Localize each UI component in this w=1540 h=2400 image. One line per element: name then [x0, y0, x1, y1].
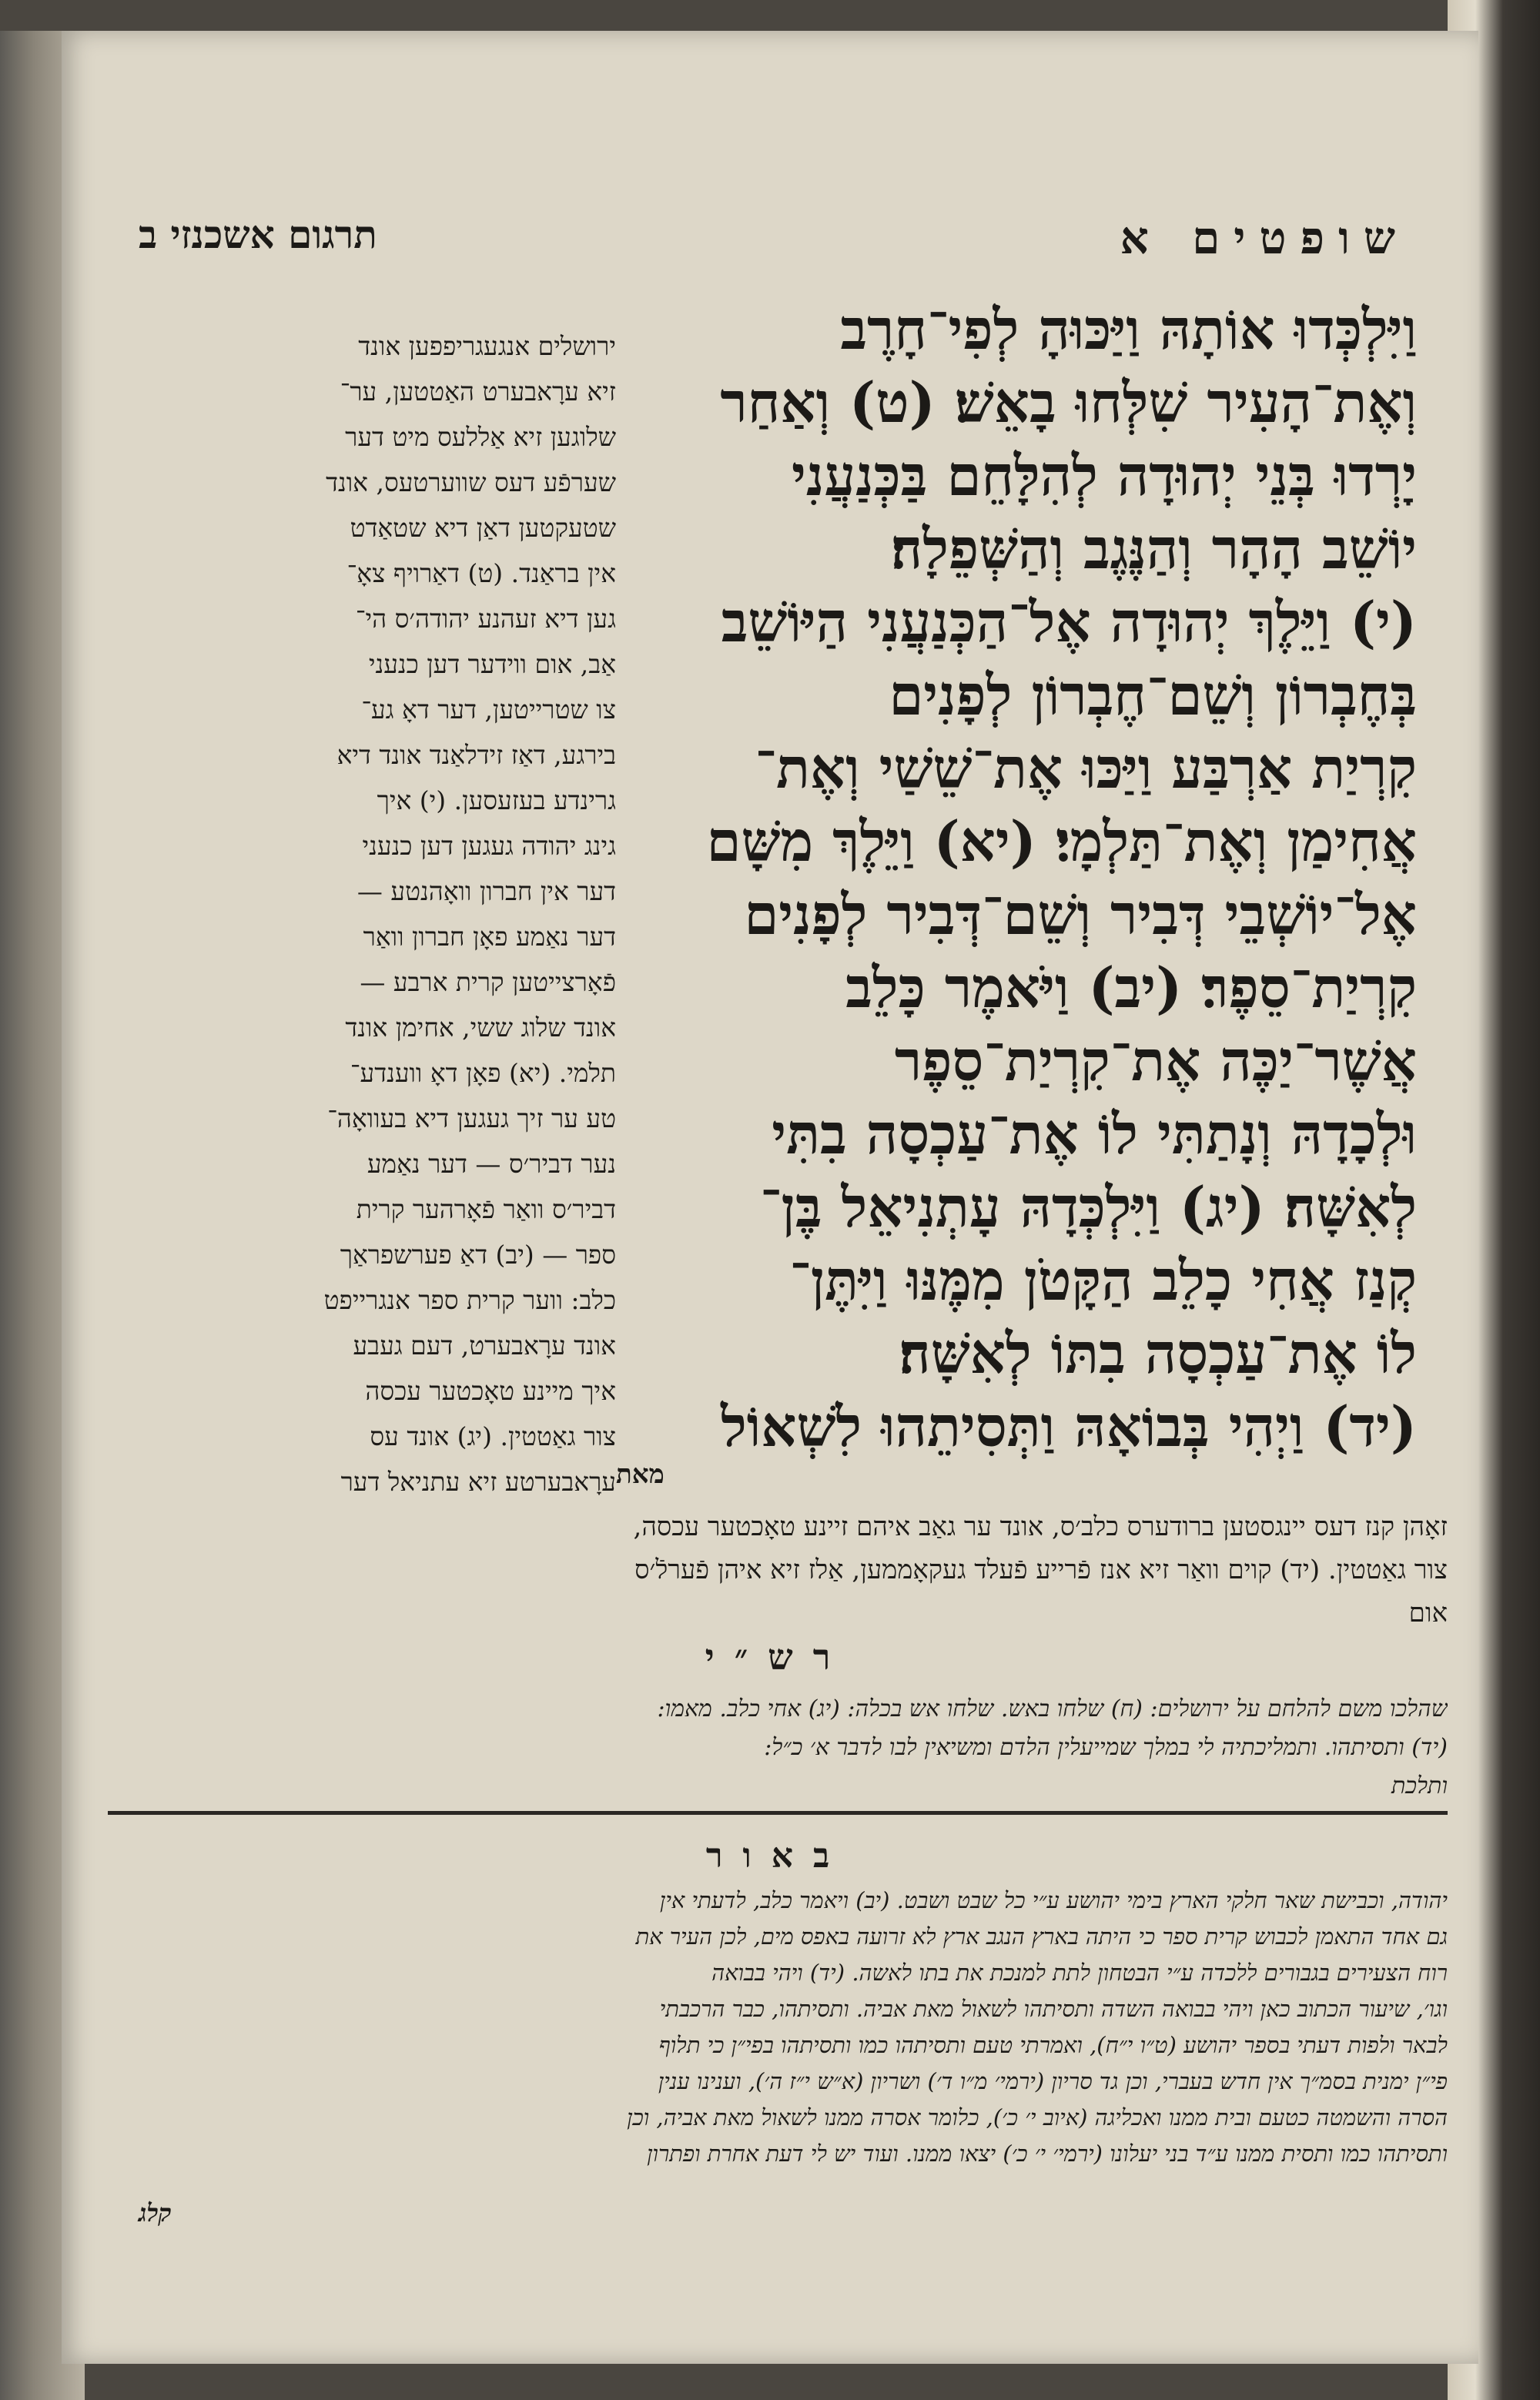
- targum-line: גינג יהודה געגען דען כנעני: [362, 831, 616, 861]
- targum-line: שטעקטען דאַן דיא שטאַדט: [350, 513, 616, 543]
- running-head: [108, 212, 1448, 281]
- text-line: אֲחִימַן וְאֶת־תַּלְמָי׃ (יא) וַיֵּלֶךְ מִשָּׁם: [706, 808, 1417, 874]
- targum-line: אַב, אום ווידער דען כנעני: [368, 649, 616, 679]
- biur-line: הסרה והשמטה כטעם ובית ממנו ואכליגה (איוב י׳ כ׳), כלומר אסרה ממנו לשאול מאת אביה, וכן: [627, 2104, 1448, 2131]
- rashi-line: שהלכו משם להלחם על ירושלים: (ח) שלחו באש. שלחו אש בכלה: (יג) אחי כלב. מאמו:: [657, 1695, 1448, 1722]
- targum-line: דביר׳ס וואַר פֿאָרהער קרית: [356, 1194, 616, 1224]
- targum-line: טע ער זיך געגען דיא בעוואָה־: [327, 1103, 616, 1133]
- rashi-heading: רש״י: [705, 1636, 851, 1678]
- main-hebrew-text: [639, 293, 1417, 1463]
- text-line: קְנַז אֲחִי כָלֵב הַקָּטֹן מִמֶּנּוּ וַיִּתֶּן־: [789, 1247, 1417, 1313]
- biur-commentary: [108, 1883, 1448, 2172]
- targum-line: צור גאַטטין. (יג) אונד עס: [370, 1421, 616, 1451]
- text-line: קִרְיַת אַרְבַּע וַיַּכּוּ אֶת־שֵׁשַׁי וְאֶת־: [755, 735, 1417, 801]
- biur-line: רוח הצעירים בגבורים ללכדה ע״י הבטחון לתת למנכת את בתו לאשה. (יד) ויהי בבואה: [711, 1960, 1448, 1986]
- biur-line: וגו׳, שיעור הכתוב כאן ויהי בבואה השדה ותסיתהו לשאול מאת אביה. ותסיתהו, כבר הרכבתי: [659, 1996, 1448, 2022]
- targum-line: פֿאָרצייטען קרית ארבע —: [360, 967, 616, 997]
- targum-line: זיא ערָאבערט האַטטען, ער־: [340, 377, 616, 407]
- biur-line: גם אחד התאמן לכבוש קרית ספר כי היתה בארץ הנגב ארץ לא זרועה באפס מים, לכן העיר את: [635, 1923, 1448, 1950]
- targum-continuation: [108, 1505, 1448, 1635]
- book-page: [62, 31, 1478, 2364]
- targum-line: תלמי. (יא) פאָן דאָ ווענדע־: [350, 1058, 616, 1088]
- rashi-line: (יד) ותסיתהו. ותמליכתיה לי במלך שמייעלין הלדם ומשיאין לבו לדבר א׳ כ״ל:: [764, 1734, 1448, 1761]
- section-divider: [108, 1811, 1448, 1815]
- targum-line: שערפֿע דעס שווערטעס, אונד: [326, 467, 616, 497]
- targum-line: גען דיא זעהנע יהודה׳ס הי־: [355, 604, 616, 634]
- targum-line: אום: [1408, 1598, 1448, 1628]
- targum-line: שלוגען זיא אַללעס מיט דער: [345, 422, 616, 452]
- page-content: [108, 31, 1448, 2364]
- targum-line: אונד שלוג ששי, אחימן אונד: [345, 1013, 616, 1043]
- targum-line: גרינדע בעזעסען. (י) איך: [377, 785, 616, 815]
- targum-column: [108, 323, 616, 1505]
- text-line: לוֹ אֶת־עַכְסָה בִתּוֹ לְאִשָּׁה׃: [899, 1321, 1417, 1386]
- biur-heading: באור: [705, 1836, 850, 1876]
- targum-line: צור גאַטטין. (יד) קוים וואַר זיא אנז פֿרייע פֿעלד געקאָממען, אַלז זיא איהן פֿערלֿ׳ס: [634, 1555, 1448, 1585]
- targum-line: דער נאַמע פאָן חברון וואַר: [363, 922, 616, 952]
- biur-line: ותסיתהו כמו ותסית ממנו ע״ד בני יעלונו (ירמי׳ י׳ כ׳) יצאו ממנו. ועוד יש לי דעת אחרת ופתרון: [647, 2141, 1448, 2167]
- targum-line: כלב: ווער קרית ספר אנגרייפט: [323, 1285, 616, 1315]
- targum-line: נער דביר׳ס — דער נאַמע: [367, 1149, 616, 1179]
- targum-line: ירושלים אנגעגריפפען אונד: [358, 331, 616, 361]
- biur-line: לבאר ולפות דעתי בספר יהושע (ט״ו י״ח), ואמרתי טעם ותסיתהו כמו ותסיתהו בפי״ן כי תלוף: [658, 2032, 1448, 2058]
- text-line: (י) וַיֵּלֶךְ יְהוּדָה אֶל־הַכְּנַעֲנִי הַיּוֹשֵׁב: [721, 589, 1417, 654]
- text-line: וְאֶת־הָעִיר שִׁלְּחוּ בָאֵשׁ׃ (ט) וְאַחַר: [720, 370, 1417, 435]
- targum-line: ספר — (יב) דאַ פערשפראַך: [340, 1240, 616, 1270]
- targum-line: בירגע, דאַז זידלאַנד אונד דיא: [336, 740, 616, 770]
- catchword: מאת: [616, 1459, 665, 1490]
- signature-mark: קלג: [139, 2198, 172, 2228]
- text-line: אֲשֶׁר־יַכֶּה אֶת־קִרְיַת־סֵפֶר: [894, 1028, 1417, 1093]
- biur-line: פי״ן ימנית בסמ״ך אין חדש בעברי, וכן גד סריון (ירמי׳ מ״ו ד׳) ושריון (א״ש י״ז ה׳), וענינו ענין: [658, 2068, 1448, 2094]
- targum-line: ערָאבערטע זיא עתניאל דער: [340, 1467, 616, 1497]
- text-line: אֶל־יוֹשְׁבֵי דְּבִיר וְשֵׁם־דְּבִיר לְפָנִים: [744, 882, 1417, 947]
- biur-line: יהודה, וכבישת שאר חלקי הארץ בימי יהושע ע״י כל שבט ושבט. (יב) ויאמר כלב, לדעתי אין: [659, 1887, 1448, 1913]
- text-line: קִרְיַת־סֵפֶר׃ (יב) וַיֹּאמֶר כָּלֵב: [845, 955, 1417, 1020]
- text-line: יוֹשֵׁב הָהָר וְהַנֶּגֶב וְהַשְּׁפֵלָה׃: [890, 516, 1417, 581]
- targum-line: דער אין חברון וואָהנטע —: [357, 876, 616, 906]
- text-line: בְּחֶבְרוֹן וְשֵׁם־חֶבְרוֹן לְפָנִים: [889, 662, 1417, 728]
- text-line: וַיִּלְכְּדוּ אוֹתָהּ וַיַּכּוּהָ לְפִי־חָרֶב: [840, 296, 1417, 362]
- targum-line: אין בראַנד. (ט) דאַרויף צאָ־: [346, 558, 616, 588]
- targum-line: זאָהן קנז דעס יינגסטען ברודערס כלב׳ס, אונד ער גאַב איהם זיינע טאָכטער עכסה,: [633, 1511, 1448, 1542]
- rashi-commentary: [108, 1690, 1448, 1806]
- text-line: (יד) וַיְהִי בְּבוֹאָהּ וַתְּסִיתֵהוּ לִשְׁאוֹל: [721, 1394, 1417, 1459]
- text-line: לְאִשָּׁה׃ (יג) וַיִּלְכְּדָהּ עָתְנִיאֵל בֶּן־: [759, 1174, 1417, 1240]
- targum-title: תרגום אשכנזי ב: [139, 212, 377, 257]
- targum-line: אונד ערָאבערט, דעם געבע: [353, 1331, 616, 1361]
- targum-line: איך מיינע טאָכטער עכסה: [365, 1376, 616, 1406]
- text-line: וּלְכָדָהּ וְנָתַתִּי לוֹ אֶת־עַכְסָה בִתִּי: [772, 1101, 1417, 1167]
- text-line: יָרְדוּ בְּנֵי יְהוּדָה לְהִלָּחֵם בַּכְּנַעֲנִי: [792, 443, 1417, 508]
- book-title: שופטים א: [1120, 212, 1409, 264]
- rashi-line: ותלכת: [1391, 1772, 1448, 1799]
- targum-line: צו שטרייטען, דער דאָ גע־: [361, 695, 616, 725]
